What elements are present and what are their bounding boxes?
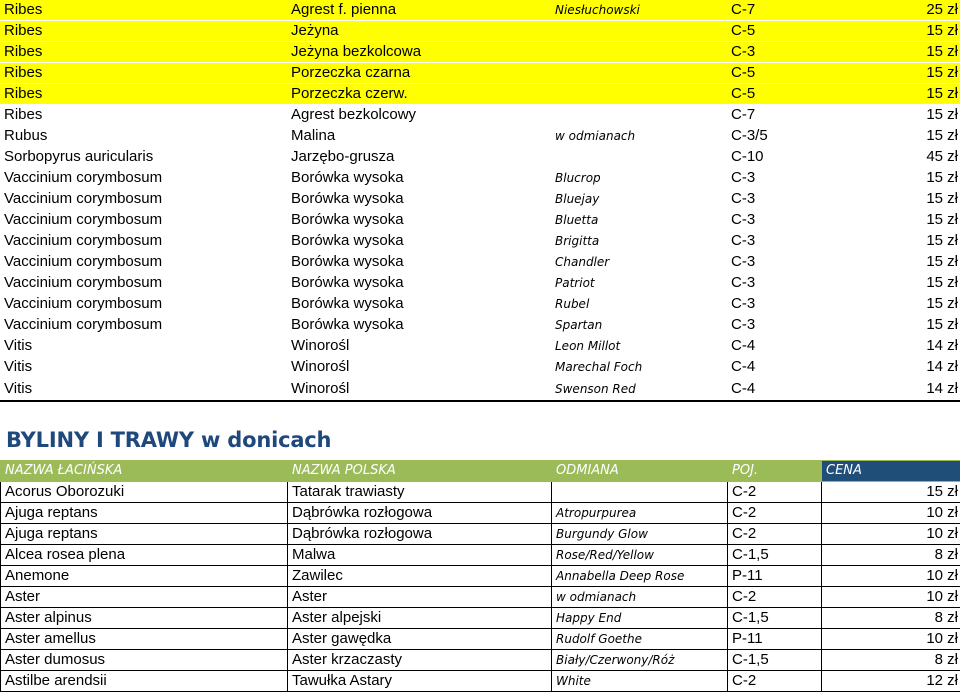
header-latin-name: NAZWA ŁACIŃSKA <box>1 461 288 482</box>
cell-variety <box>551 63 727 84</box>
table-row <box>0 189 960 210</box>
cell-price: 15 zł <box>821 168 960 189</box>
cell-price: 14 zł <box>821 336 960 357</box>
cell-variety <box>551 84 727 105</box>
cell-variety: Rubel <box>551 294 727 315</box>
cell-pot-size: C-2 <box>728 503 822 524</box>
cell-pot-size: C-10 <box>727 147 821 168</box>
cell-polish-name: Porzeczka czarna <box>287 63 551 84</box>
cell-variety: Swenson Red <box>551 378 727 402</box>
cell-polish-name: Tawułka Astary <box>288 671 552 692</box>
cell-polish-name: Zawilec <box>288 566 552 587</box>
cell-variety: Chandler <box>551 252 727 273</box>
table-row <box>0 357 960 378</box>
cell-price: 10 zł <box>822 629 960 650</box>
table-row <box>1 524 960 545</box>
section-title: BYLINY I TRAWY w donicach <box>6 428 332 452</box>
cell-polish-name: Borówka wysoka <box>287 273 551 294</box>
cell-variety: Bluetta <box>551 210 727 231</box>
cell-price: 15 zł <box>821 21 960 42</box>
table-row <box>0 21 960 42</box>
cell-polish-name: Tatarak trawiasty <box>288 482 552 503</box>
cell-pot-size: C-5 <box>727 63 821 84</box>
header-polish-name: NAZWA POLSKA <box>288 461 552 482</box>
cell-polish-name: Malina <box>287 126 551 147</box>
cell-polish-name: Malwa <box>288 545 552 566</box>
cell-price: 8 zł <box>822 545 960 566</box>
cell-pot-size: C-2 <box>728 671 822 692</box>
cell-pot-size: C-4 <box>727 378 821 402</box>
cell-pot-size: C-1,5 <box>728 650 822 671</box>
cell-price: 14 zł <box>821 378 960 402</box>
cell-polish-name: Jeżyna <box>287 21 551 42</box>
table-row <box>0 105 960 126</box>
cell-variety: Biały/Czerwony/Róż <box>552 650 728 671</box>
cell-polish-name: Aster krzaczasty <box>288 650 552 671</box>
cell-latin-name: Vaccinium corymbosum <box>0 252 287 273</box>
table-row <box>0 378 960 402</box>
cell-variety: Marechal Foch <box>551 357 727 378</box>
cell-price: 8 zł <box>822 608 960 629</box>
cell-price: 15 zł <box>821 84 960 105</box>
cell-latin-name: Ribes <box>0 84 287 105</box>
cell-latin-name: Vaccinium corymbosum <box>0 168 287 189</box>
cell-latin-name: Vitis <box>0 336 287 357</box>
table-row <box>1 587 960 608</box>
cell-variety <box>551 105 727 126</box>
cell-variety <box>551 147 727 168</box>
cell-latin-name: Alcea rosea plena <box>1 545 288 566</box>
cell-variety: Leon Millot <box>551 336 727 357</box>
table-row <box>0 315 960 336</box>
cell-variety: Annabella Deep Rose <box>552 566 728 587</box>
table-row <box>0 126 960 147</box>
cell-price: 15 zł <box>821 210 960 231</box>
cell-latin-name: Ribes <box>0 21 287 42</box>
cell-latin-name: Aster alpinus <box>1 608 288 629</box>
cell-latin-name: Ajuga reptans <box>1 503 288 524</box>
table-row <box>0 336 960 357</box>
cell-variety: Brigitta <box>551 231 727 252</box>
cell-price: 10 zł <box>822 566 960 587</box>
cell-price: 10 zł <box>822 524 960 545</box>
cell-price: 45 zł <box>821 147 960 168</box>
cell-pot-size: C-3 <box>727 294 821 315</box>
table-row <box>0 84 960 105</box>
cell-price: 10 zł <box>822 587 960 608</box>
cell-polish-name: Winorośl <box>287 336 551 357</box>
cell-pot-size: C-4 <box>727 336 821 357</box>
cell-pot-size: C-4 <box>727 357 821 378</box>
cell-polish-name: Jeżyna bezkolcowa <box>287 42 551 63</box>
cell-latin-name: Vaccinium corymbosum <box>0 315 287 336</box>
table-row <box>0 147 960 168</box>
cell-latin-name: Ajuga reptans <box>1 524 288 545</box>
table-row <box>1 482 960 503</box>
cell-variety <box>552 482 728 503</box>
table-row <box>0 63 960 84</box>
cell-latin-name: Vaccinium corymbosum <box>0 231 287 252</box>
cell-price: 8 zł <box>822 650 960 671</box>
table-row <box>1 671 960 692</box>
table-row <box>0 0 960 21</box>
cell-polish-name: Jarzębo-grusza <box>287 147 551 168</box>
cell-variety: White <box>552 671 728 692</box>
cell-pot-size: C-3 <box>727 315 821 336</box>
cell-variety: w odmianach <box>551 126 727 147</box>
cell-price: 15 zł <box>821 231 960 252</box>
cell-latin-name: Vaccinium corymbosum <box>0 210 287 231</box>
header-pot: POJ. <box>728 461 822 482</box>
bottom-table-body <box>1 482 960 692</box>
cell-polish-name: Borówka wysoka <box>287 315 551 336</box>
cell-price: 15 zł <box>822 482 960 503</box>
cell-price: 15 zł <box>821 294 960 315</box>
cell-price: 10 zł <box>822 503 960 524</box>
cell-variety: Niesłuchowski <box>551 0 727 21</box>
cell-polish-name: Borówka wysoka <box>287 189 551 210</box>
table-row <box>0 168 960 189</box>
cell-variety: Rose/Red/Yellow <box>552 545 728 566</box>
cell-variety: Rudolf Goethe <box>552 629 728 650</box>
cell-pot-size: C-1,5 <box>728 608 822 629</box>
cell-variety: Patriot <box>551 273 727 294</box>
cell-polish-name: Borówka wysoka <box>287 294 551 315</box>
cell-polish-name: Dąbrówka rozłogowa <box>288 524 552 545</box>
cell-pot-size: C-3 <box>727 252 821 273</box>
cell-price: 15 zł <box>821 105 960 126</box>
cell-variety: Spartan <box>551 315 727 336</box>
cell-pot-size: C-3 <box>727 231 821 252</box>
cell-variety: Blucrop <box>551 168 727 189</box>
cell-pot-size: C-3/5 <box>727 126 821 147</box>
cell-pot-size: C-2 <box>728 524 822 545</box>
cell-latin-name: Rubus <box>0 126 287 147</box>
cell-latin-name: Vaccinium corymbosum <box>0 294 287 315</box>
cell-price: 25 zł <box>821 0 960 21</box>
cell-polish-name: Aster <box>288 587 552 608</box>
cell-latin-name: Vitis <box>0 357 287 378</box>
cell-pot-size: P-11 <box>728 629 822 650</box>
table-row <box>0 252 960 273</box>
cell-variety: Atropurpurea <box>552 503 728 524</box>
cell-price: 15 zł <box>821 42 960 63</box>
cell-polish-name: Winorośl <box>287 357 551 378</box>
table-row <box>1 650 960 671</box>
cell-variety: Burgundy Glow <box>552 524 728 545</box>
cell-price: 15 zł <box>821 252 960 273</box>
cell-polish-name: Winorośl <box>287 378 551 402</box>
cell-latin-name: Aster <box>1 587 288 608</box>
cell-polish-name: Aster gawędka <box>288 629 552 650</box>
cell-pot-size: P-11 <box>728 566 822 587</box>
cell-price: 15 zł <box>821 315 960 336</box>
cell-pot-size: C-2 <box>728 587 822 608</box>
cell-pot-size: C-5 <box>727 21 821 42</box>
cell-variety <box>551 21 727 42</box>
table-row <box>0 231 960 252</box>
cell-latin-name: Vitis <box>0 378 287 402</box>
cell-latin-name: Acorus Oborozuki <box>1 482 288 503</box>
cell-polish-name: Dąbrówka rozłogowa <box>288 503 552 524</box>
table-row <box>1 545 960 566</box>
cell-price: 15 zł <box>821 63 960 84</box>
table-row <box>0 294 960 315</box>
table-row <box>1 566 960 587</box>
cell-latin-name: Vaccinium corymbosum <box>0 189 287 210</box>
cell-latin-name: Aster dumosus <box>1 650 288 671</box>
cell-polish-name: Borówka wysoka <box>287 210 551 231</box>
cell-price: 15 zł <box>821 273 960 294</box>
cell-polish-name: Borówka wysoka <box>287 252 551 273</box>
table-row <box>0 273 960 294</box>
cell-polish-name: Borówka wysoka <box>287 168 551 189</box>
cell-variety <box>551 42 727 63</box>
table-header-row <box>1 461 960 482</box>
table-row <box>1 503 960 524</box>
cell-latin-name: Ribes <box>0 0 287 21</box>
cell-latin-name: Ribes <box>0 42 287 63</box>
cell-price: 12 zł <box>822 671 960 692</box>
cell-pot-size: C-3 <box>727 273 821 294</box>
cell-pot-size: C-3 <box>727 42 821 63</box>
cell-pot-size: C-3 <box>727 168 821 189</box>
header-price: CENA <box>822 461 960 482</box>
cell-pot-size: C-7 <box>727 105 821 126</box>
cell-latin-name: Aster amellus <box>1 629 288 650</box>
cell-pot-size: C-2 <box>728 482 822 503</box>
cell-polish-name: Borówka wysoka <box>287 231 551 252</box>
table-row <box>0 42 960 63</box>
cell-pot-size: C-7 <box>727 0 821 21</box>
cell-latin-name: Anemone <box>1 566 288 587</box>
cell-latin-name: Sorbopyrus auricularis <box>0 147 287 168</box>
cell-pot-size: C-5 <box>727 84 821 105</box>
cell-latin-name: Astilbe arendsii <box>1 671 288 692</box>
cell-pot-size: C-1,5 <box>728 545 822 566</box>
cell-pot-size: C-3 <box>727 210 821 231</box>
cell-latin-name: Ribes <box>0 63 287 84</box>
cell-latin-name: Ribes <box>0 105 287 126</box>
cell-variety: Bluejay <box>551 189 727 210</box>
cell-pot-size: C-3 <box>727 189 821 210</box>
cell-polish-name: Aster alpejski <box>288 608 552 629</box>
header-variety: ODMIANA <box>552 461 728 482</box>
table-row <box>1 629 960 650</box>
cell-price: 15 zł <box>821 189 960 210</box>
cell-polish-name: Porzeczka czerw. <box>287 84 551 105</box>
cell-variety: Happy End <box>552 608 728 629</box>
cell-price: 15 zł <box>821 126 960 147</box>
cell-polish-name: Agrest bezkolcowy <box>287 105 551 126</box>
perennials-price-table <box>0 460 960 692</box>
cell-latin-name: Vaccinium corymbosum <box>0 273 287 294</box>
cell-variety: w odmianach <box>552 587 728 608</box>
cell-polish-name: Agrest f. pienna <box>287 0 551 21</box>
table-row <box>1 608 960 629</box>
table-row <box>0 210 960 231</box>
cell-price: 14 zł <box>821 357 960 378</box>
